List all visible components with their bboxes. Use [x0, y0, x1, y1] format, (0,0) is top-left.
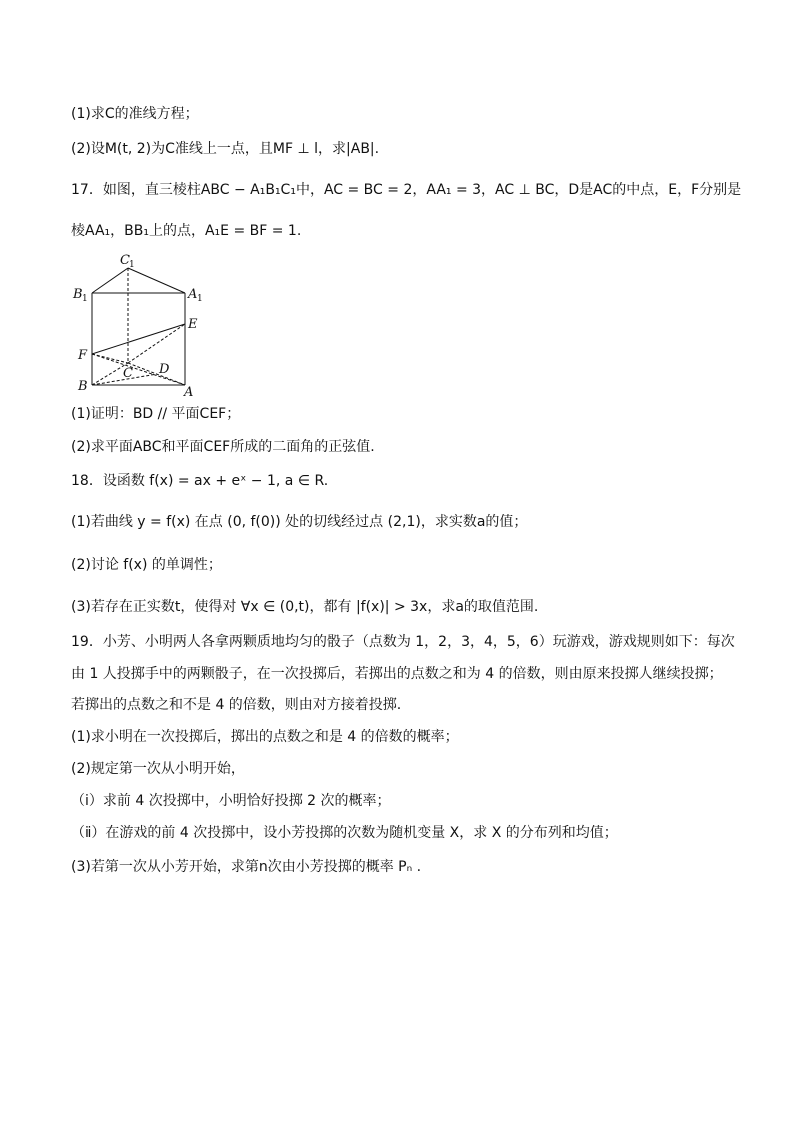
text-line: (1)证明：BD // 平面CEF； — [71, 406, 241, 422]
label-d: D — [159, 362, 170, 377]
label-c1-sub: 1 — [129, 260, 135, 270]
text-line: （ⅱ）在游戏的前 4 次投掷中，设小芳投掷的次数为随机变量 X，求 X 的分布列和均值； — [71, 825, 618, 841]
edge-fa — [92, 354, 185, 385]
text-line: 若掷出的点数之和不是 4 的倍数，则由对方接着投掷. — [71, 697, 402, 713]
label-c1: C — [120, 253, 130, 268]
label-f: F — [78, 348, 88, 363]
text-line: 17．如图，直三棱柱ABC − A₁B₁C₁中，AC = BC = 2，AA₁ = 3，AC ⊥ BC，D是AC的中点，E，F分别是 — [71, 182, 742, 198]
label-c: C — [123, 366, 133, 381]
text-line: (2)设M(t, 2)为C准线上一点，且MF ⊥ l，求|AB|. — [71, 141, 380, 157]
text-line: 18．设函数 f(x) = ax + eˣ − 1, a ∈ R. — [71, 473, 329, 489]
text-line: 由 1 人投掷手中的两颗骰子，在一次投掷后，若掷出的点数之和为 4 的倍数，则由原来投掷人继续投掷； — [71, 666, 723, 682]
text-line: 棱AA₁，BB₁上的点，A₁E = BF = 1. — [71, 223, 302, 239]
label-b1-sub: 1 — [82, 294, 88, 304]
text-line: (2)规定第一次从小明开始， — [71, 761, 245, 777]
edge-fe — [92, 324, 185, 354]
text-line: (3)若第一次从小芳开始，求第n次由小芳投掷的概率 Pₙ . — [71, 859, 422, 875]
label-a1: A — [188, 287, 198, 302]
text-line: （ⅰ）求前 4 次投掷中，小明恰好投掷 2 次的概率； — [71, 793, 391, 809]
label-e: E — [188, 317, 198, 332]
edge-c1a1 — [128, 268, 185, 293]
text-line: (1)求小明在一次投掷后，掷出的点数之和是 4 的倍数的概率； — [71, 729, 459, 745]
text-line: (1)求C的准线方程； — [71, 106, 199, 122]
label-a: A — [184, 385, 194, 400]
text-line: (2)讨论 f(x) 的单调性； — [71, 557, 222, 573]
label-b1: B — [73, 287, 83, 302]
prism-figure — [70, 250, 210, 400]
edge-ce — [128, 324, 185, 363]
text-line: (2)求平面ABC和平面CEF所成的二面角的正弦值. — [71, 439, 375, 455]
text-line: 19．小芳、小明两人各拿两颗质地均匀的骰子（点数为 1，2，3，4，5，6）玩游戏，游戏规则如下：每次 — [71, 634, 735, 650]
prism-diagram — [70, 250, 210, 400]
text-line: (1)若曲线 y = f(x) 在点 (0, f(0)) 处的切线经过点 (2,1)，求实数a的值； — [71, 514, 528, 530]
label-a1-sub: 1 — [197, 294, 203, 304]
edge-b1c1 — [92, 268, 128, 293]
label-b: B — [78, 379, 88, 394]
text-line: (3)若存在正实数t，使得对 ∀x ∈ (0,t)，都有 |f(x)| > 3x，求a的取值范围. — [71, 599, 539, 615]
